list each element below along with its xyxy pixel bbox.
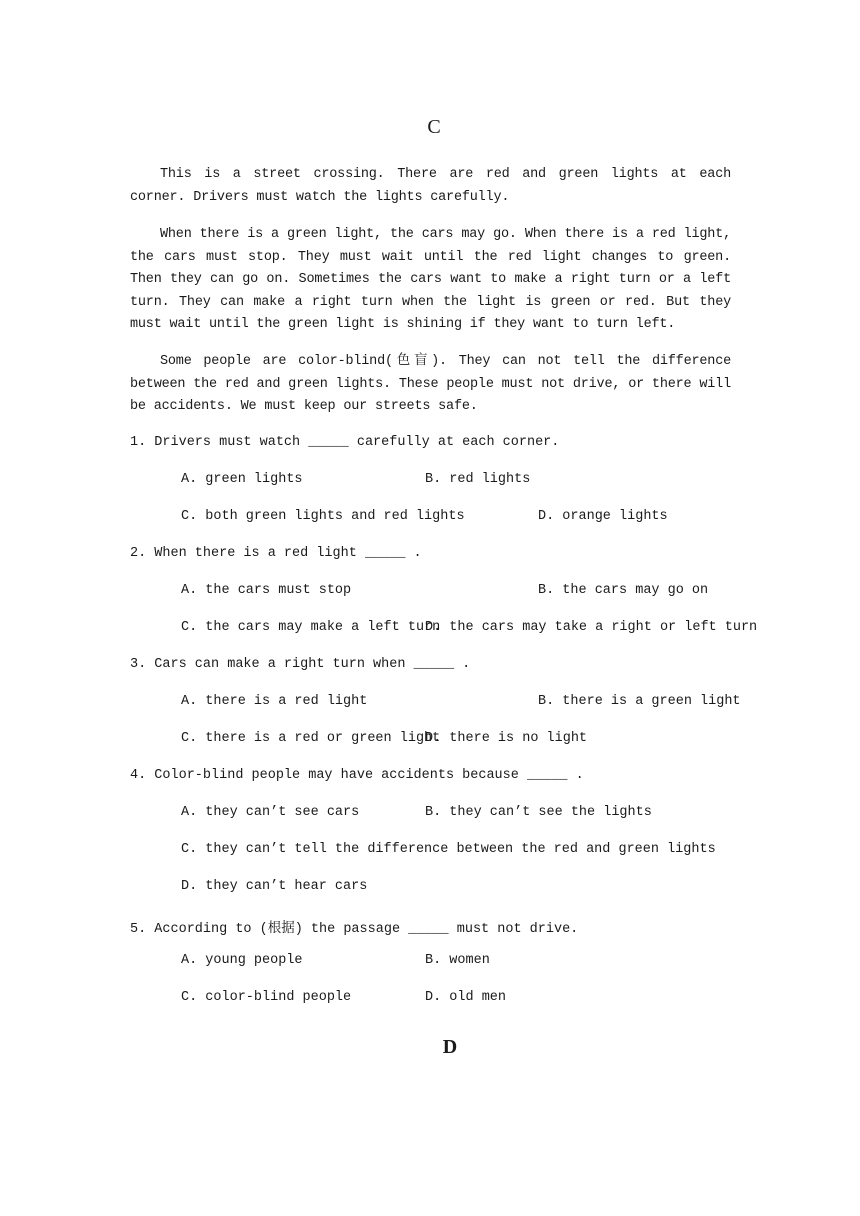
section-d-title: D — [442, 1036, 458, 1058]
question-4-option-b: B. they can’t see the lights — [425, 805, 652, 820]
question-3-option-d: D. there is no light — [425, 731, 588, 746]
question-4-option-a: A. they can’t see cars — [181, 805, 360, 820]
question-5-option-b: B. women — [425, 953, 490, 968]
question-4-option-d: D. they can’t hear cars — [181, 879, 368, 894]
question-3-option-c: C. there is a red or green light — [181, 731, 441, 746]
question-1-option-c: C. both green lights and red lights — [181, 509, 465, 524]
question-2-option-d: D. the cars may take a right or left turn — [425, 620, 758, 635]
question-1-stem: 1. Drivers must watch _____ carefully at each corner. — [130, 435, 560, 450]
question-1-option-d: D. orange lights — [538, 509, 668, 524]
passage-paragraph-3: Some people are color-blind(色盲). They can not tell the difference between the red and green lights. These people must not drive, or there will be accidents. We must keep our streets safe. — [130, 354, 731, 415]
question-2-option-c: C. the cars may make a left turn — [181, 620, 441, 635]
passage-paragraph-1: This is a street crossing. There are red and green lights at each corner. Drivers must watch the lights carefully. — [130, 167, 731, 205]
question-2-option-a: A. the cars must stop — [181, 583, 352, 598]
question-3-stem: 3. Cars can make a right turn when _____ . — [130, 657, 471, 672]
question-1-option-b: B. red lights — [425, 472, 531, 487]
question-5-stem: 5. According to (根据) the passage _____ must not drive. — [130, 922, 579, 937]
question-4-stem: 4. Color-blind people may have accidents because _____ . — [130, 768, 584, 783]
question-1-option-a: A. green lights — [181, 472, 303, 487]
question-2-stem: 2. When there is a red light _____ . — [130, 546, 422, 561]
question-3-option-a: A. there is a red light — [181, 694, 368, 709]
question-5-option-c: C. color-blind people — [181, 990, 352, 1005]
section-c-title: C — [427, 116, 441, 138]
question-5-option-a: A. young people — [181, 953, 303, 968]
question-5-option-d: D. old men — [425, 990, 507, 1005]
passage-paragraph-2: When there is a green light, the cars may go. When there is a red light, the cars must stop. They must wait until the red light changes to green. Then they can go on. Sometimes the cars want to make a right turn or a left turn. They can make a right turn when the light is green or red. But they must wait until the green light is shining if they want to turn left. — [130, 227, 731, 333]
question-4-option-c: C. they can’t tell the difference between the red and green lights — [181, 842, 716, 857]
question-3-option-b: B. there is a green light — [538, 694, 741, 709]
question-2-option-b: B. the cars may go on — [538, 583, 709, 598]
